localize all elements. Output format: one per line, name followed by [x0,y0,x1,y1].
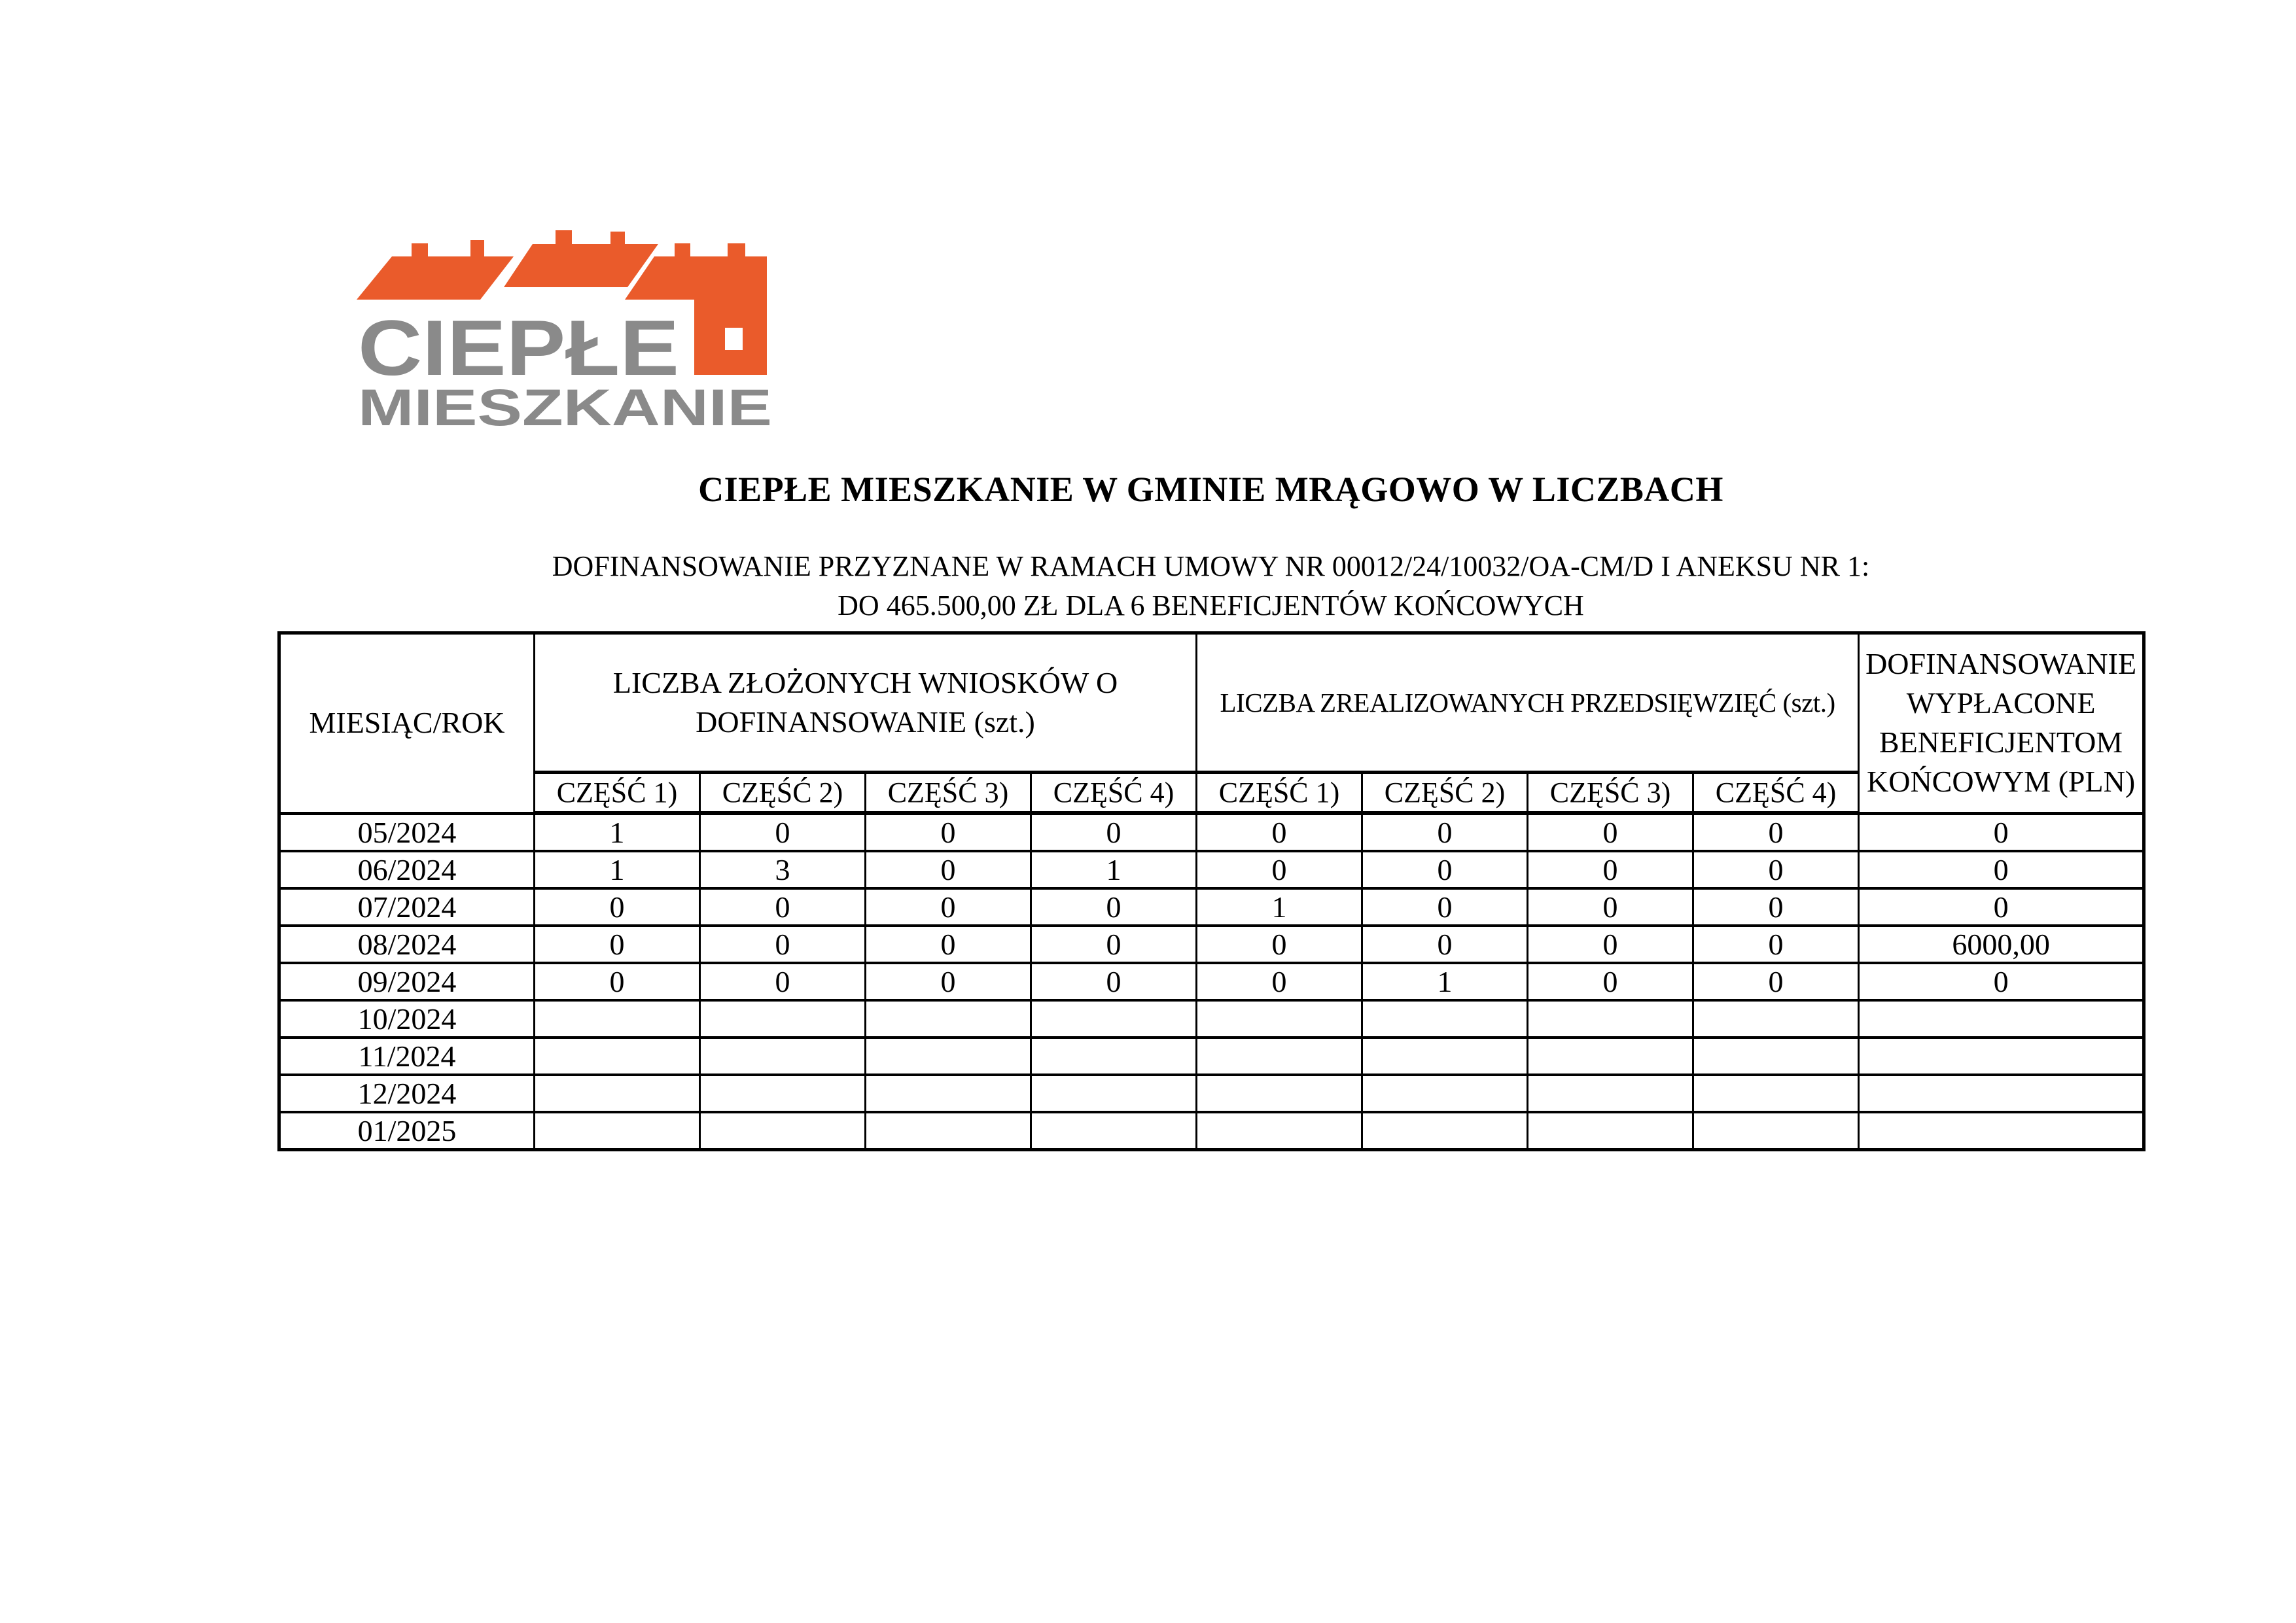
count-cell: 0 [1362,888,1528,926]
month-cell: 10/2024 [279,1000,535,1038]
count-cell [700,1112,866,1150]
table-row [279,1075,2144,1112]
header-row-groups [279,633,2144,773]
month-cell: 12/2024 [279,1075,535,1112]
count-cell: 0 [866,963,1031,1000]
payment-cell [1859,1075,2144,1112]
count-cell: 1 [535,851,700,888]
count-cell: 0 [1031,963,1197,1000]
count-cell: 0 [1693,851,1859,888]
payment-cell: 0 [1859,888,2144,926]
column-header-submitted-group: LICZBA ZŁOŻONYCH WNIOSKÓW O DOFINANSOWANIE (szt.) [535,633,1197,773]
count-cell [700,1038,866,1075]
count-cell: 1 [1362,963,1528,1000]
count-cell: 0 [1031,926,1197,963]
column-header-part: CZĘŚĆ 2) [700,773,866,814]
month-cell: 06/2024 [279,851,535,888]
count-cell [1362,1000,1528,1038]
table-row [279,926,2144,963]
column-header-part: CZĘŚĆ 2) [1362,773,1528,814]
roof-left-icon [357,240,514,300]
page-title: CIEPŁE MIESZKANIE W GMINIE MRĄGOWO W LICZBACH [698,470,1723,509]
count-cell [1031,1038,1197,1075]
payment-cell: 0 [1859,851,2144,888]
count-cell [1362,1075,1528,1112]
count-cell: 0 [1693,963,1859,1000]
month-cell: 05/2024 [279,813,535,851]
count-cell: 0 [1197,963,1362,1000]
count-cell [1528,1038,1693,1075]
funding-table-body [279,813,2144,1150]
count-cell: 0 [700,963,866,1000]
count-cell [1693,1038,1859,1075]
count-cell [1693,1075,1859,1112]
payment-cell: 6000,00 [1859,926,2144,963]
count-cell: 0 [1197,851,1362,888]
count-cell [866,1075,1031,1112]
month-cell: 01/2025 [279,1112,535,1150]
column-header-part: CZĘŚĆ 3) [1528,773,1693,814]
count-cell: 0 [1528,851,1693,888]
column-header-part: CZĘŚĆ 3) [866,773,1031,814]
count-cell: 0 [1197,813,1362,851]
count-cell: 0 [1031,813,1197,851]
table-row [279,1112,2144,1150]
count-cell: 0 [700,813,866,851]
payment-cell [1859,1038,2144,1075]
column-header-part: CZĘŚĆ 1) [1197,773,1362,814]
count-cell: 0 [1693,926,1859,963]
column-header-part: CZĘŚĆ 1) [535,773,700,814]
count-cell [1031,1000,1197,1038]
count-cell: 1 [535,813,700,851]
count-cell [1197,1000,1362,1038]
count-cell: 0 [866,926,1031,963]
roof-middle-icon [504,230,658,287]
count-cell [535,1075,700,1112]
window-icon [725,328,743,350]
table-row [279,1000,2144,1038]
count-cell [1693,1000,1859,1038]
logo-text-line1: CIEPŁE [358,304,679,392]
column-header-realized-group: LICZBA ZREALIZOWANYCH PRZEDSIĘWZIĘĆ (szt.) [1197,633,1859,773]
count-cell [1031,1075,1197,1112]
count-cell: 0 [866,851,1031,888]
table-row [279,813,2144,851]
count-cell [1362,1038,1528,1075]
count-cell [1528,1000,1693,1038]
count-cell [535,1000,700,1038]
count-cell [866,1112,1031,1150]
month-cell: 08/2024 [279,926,535,963]
count-cell: 1 [1197,888,1362,926]
table-row [279,851,2144,888]
table-row [279,888,2144,926]
count-cell [1362,1112,1528,1150]
payment-cell [1859,1000,2144,1038]
cieple-mieszkanie-logo [353,228,777,430]
count-cell [1197,1075,1362,1112]
subtitle-line1: DOFINANSOWANIE PRZYZNANE W RAMACH UMOWY NR 00012/24/10032/OA-CM/D I ANEKSU NR 1: [552,550,1870,582]
count-cell [700,1075,866,1112]
month-cell: 09/2024 [279,963,535,1000]
count-cell: 0 [866,813,1031,851]
count-cell: 0 [535,926,700,963]
count-cell [700,1000,866,1038]
count-cell: 0 [700,888,866,926]
count-cell [1197,1112,1362,1150]
count-cell [535,1112,700,1150]
table-row [279,963,2144,1000]
funding-table [277,631,2146,1151]
column-header-month: MIESIĄC/ROK [279,633,535,814]
count-cell: 3 [700,851,866,888]
count-cell: 0 [700,926,866,963]
count-cell: 0 [1528,888,1693,926]
count-cell [1528,1075,1693,1112]
count-cell: 0 [1528,926,1693,963]
count-cell: 0 [866,888,1031,926]
count-cell [1693,1112,1859,1150]
count-cell: 0 [535,963,700,1000]
count-cell: 0 [1362,851,1528,888]
subtitle-line2: DO 465.500,00 ZŁ DLA 6 BENEFICJENTÓW KOŃCOWYCH [838,589,1584,621]
table-row [279,1038,2144,1075]
payment-cell: 0 [1859,813,2144,851]
count-cell: 0 [1362,813,1528,851]
count-cell: 0 [535,888,700,926]
month-cell: 11/2024 [279,1038,535,1075]
count-cell: 1 [1031,851,1197,888]
column-header-part: CZĘŚĆ 4) [1031,773,1197,814]
count-cell: 0 [1693,813,1859,851]
count-cell [1528,1112,1693,1150]
logo-text-line2: MIESZKANIE [358,378,772,430]
count-cell [535,1038,700,1075]
column-header-payment: DOFINANSOWANIE WYPŁACONE BENEFICJENTOM KOŃCOWYM (PLN) [1859,633,2144,814]
count-cell: 0 [1362,926,1528,963]
payment-cell [1859,1112,2144,1150]
count-cell [1197,1038,1362,1075]
payment-cell: 0 [1859,963,2144,1000]
subtitle [277,547,2144,625]
count-cell: 0 [1197,926,1362,963]
count-cell: 0 [1528,963,1693,1000]
column-header-part: CZĘŚĆ 4) [1693,773,1859,814]
count-cell [866,1000,1031,1038]
count-cell [1031,1112,1197,1150]
month-cell: 07/2024 [279,888,535,926]
count-cell: 0 [1528,813,1693,851]
count-cell: 0 [1693,888,1859,926]
count-cell: 0 [1031,888,1197,926]
count-cell [866,1038,1031,1075]
